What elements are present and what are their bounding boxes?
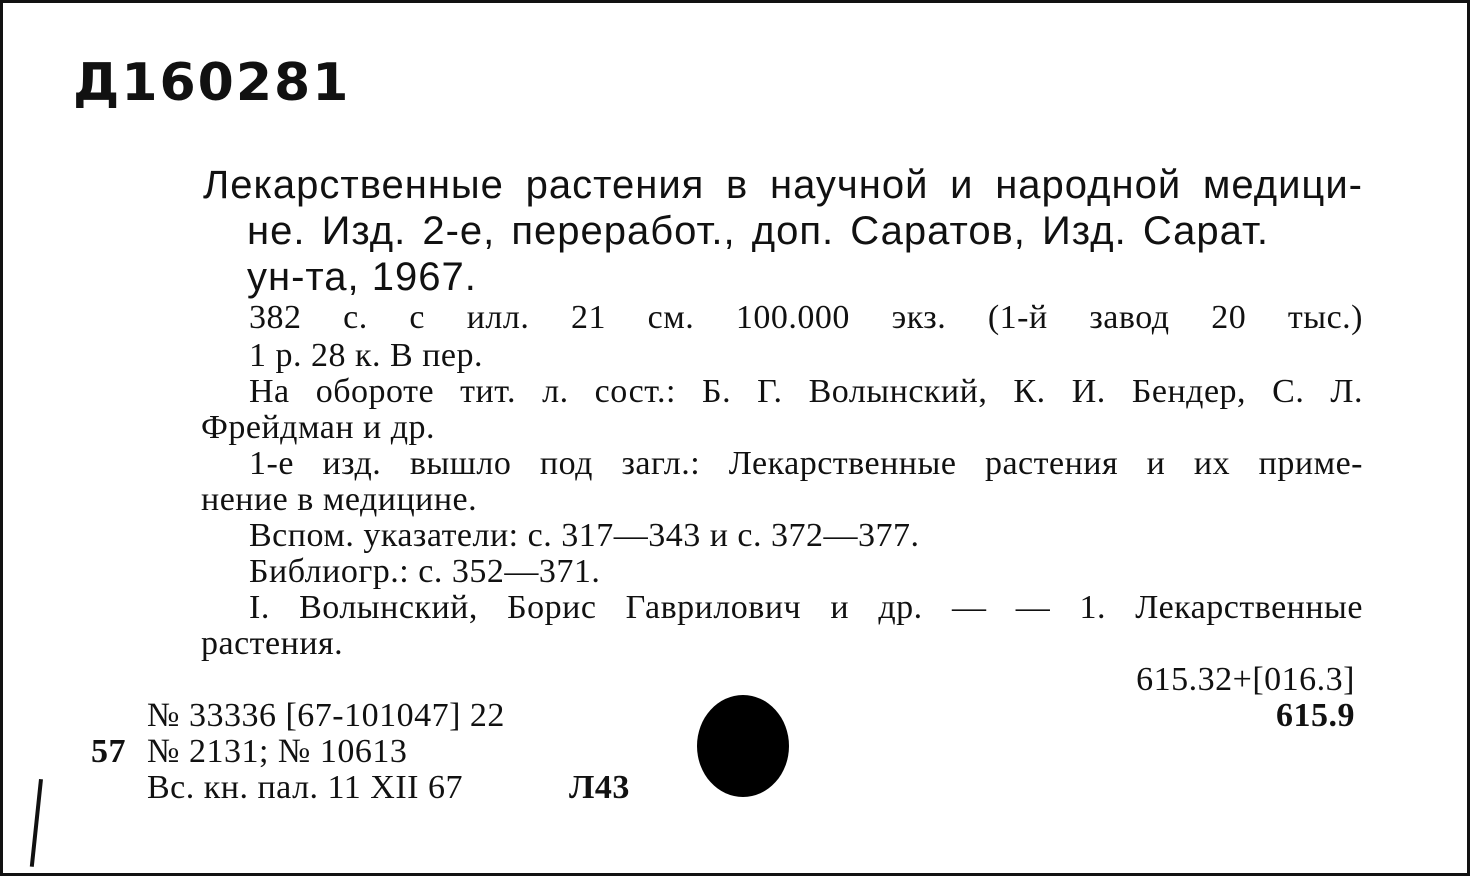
classification-code-1: 615.32+[016.3] — [1136, 661, 1355, 698]
compilers-line-1: На обороте тит. л. сост.: Б. Г. Волынский, К. И. Бендер, С. Л. — [249, 373, 1363, 410]
footer-line-2: № 2131; № 10613 — [147, 733, 408, 770]
footer-prefix: 57 — [91, 733, 126, 770]
price-line: 1 р. 28 к. В пер. — [249, 337, 483, 374]
first-edition-line-2: нение в медицине. — [201, 481, 478, 518]
compilers-line-2: Фрейдман и др. — [201, 409, 436, 446]
footer-line-3: Вс. кн. пал. 11 XII 67 — [147, 769, 463, 806]
bibliography-note: Библиогр.: с. 352—371. — [249, 553, 601, 590]
title-line-3: ун-та, 1967. — [247, 255, 477, 299]
footer-line-1: № 33336 [67-101047] 22 — [147, 697, 505, 734]
physical-description: 382 с. с илл. 21 см. 100.000 экз. (1-й завод 20 тыс.) — [249, 299, 1363, 336]
tracings-line-1: I. Волынский, Борис Гаврилович и др. — — 1. Лекарственные — [249, 589, 1363, 626]
title-line-2: не. Изд. 2-е, переработ., доп. Саратов, Изд. Сарат. — [247, 209, 1270, 253]
first-edition-line-1: 1-е изд. вышло под загл.: Лекарственные растения и их приме- — [249, 445, 1363, 482]
title-line-1: Лекарственные растения в научной и народной медици- — [203, 163, 1363, 207]
handwritten-number: Д160281 — [73, 53, 351, 113]
tracings-line-2: растения. — [201, 625, 344, 662]
index-note: Вспом. указатели: с. 317—343 и с. 372—377. — [249, 517, 920, 554]
classification-code-2: 615.9 — [1276, 697, 1355, 734]
pen-stroke — [30, 779, 43, 867]
ink-blot — [697, 695, 789, 797]
footer-code: Л43 — [569, 769, 630, 806]
